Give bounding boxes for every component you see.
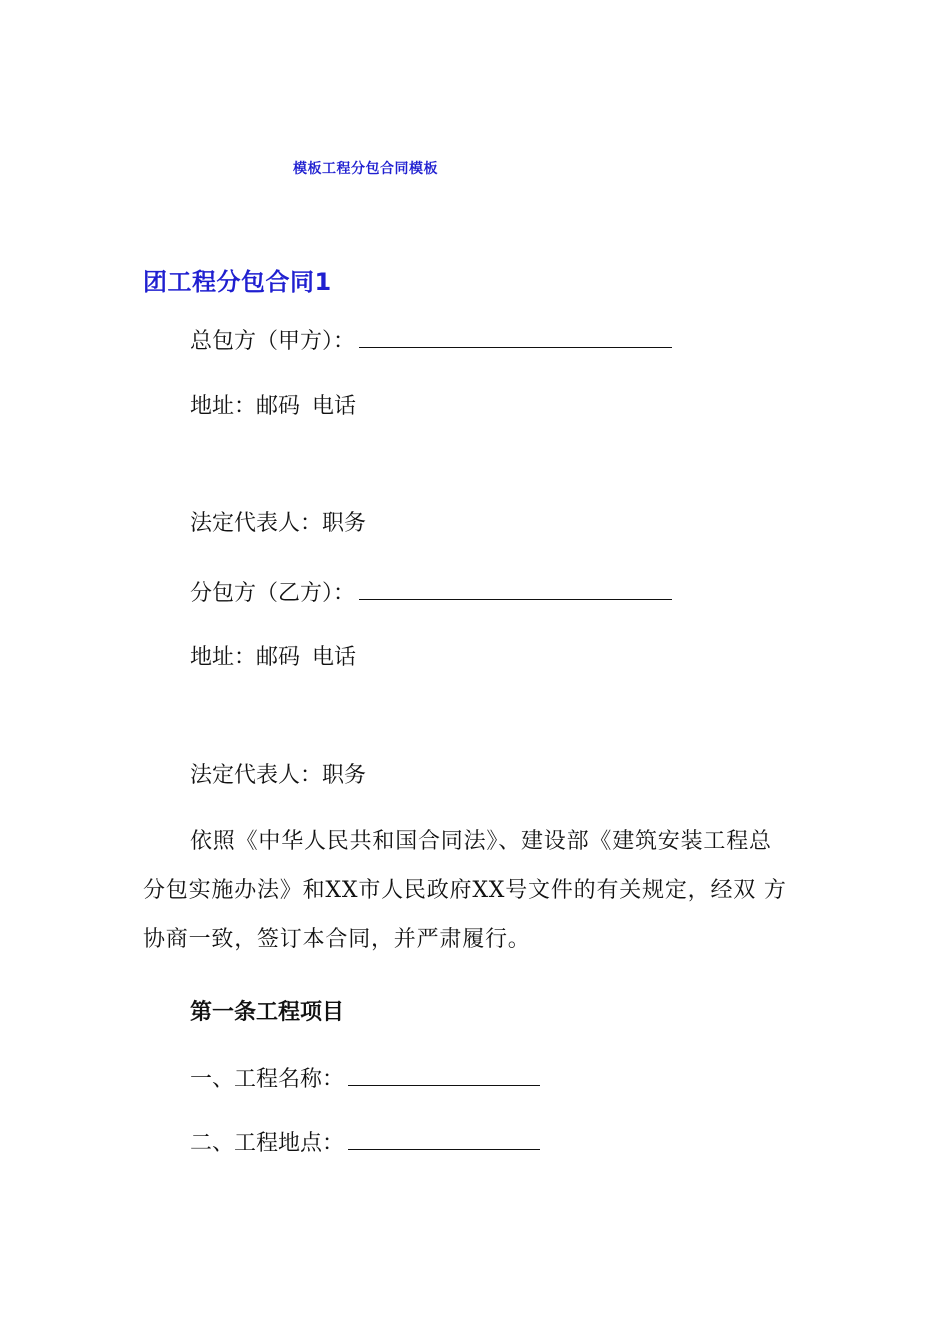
project-name-label: 一、工程名称： xyxy=(190,1067,345,1092)
party-a-rep-label: 法定代表人：职务 xyxy=(190,511,367,536)
party-b-phone-label: 电话 xyxy=(312,645,357,670)
header-title: 模板工程分包合同模板 xyxy=(293,161,438,177)
party-a-address-label: 地址：邮码 xyxy=(190,394,301,419)
party-b-rep-line xyxy=(190,761,366,791)
intro-paragraph xyxy=(143,817,823,964)
party-a-blank[interactable] xyxy=(359,325,672,348)
party-b-address-label: 地址：邮码 xyxy=(190,645,301,670)
party-a-phone-label: 电话 xyxy=(312,394,357,419)
intro-line-2: 分包实施办法》和XX市人民政府XX号文件的有关规定，经双 方 xyxy=(143,878,787,903)
party-b-line xyxy=(190,577,672,609)
project-location-blank[interactable] xyxy=(348,1127,540,1150)
project-location-line xyxy=(190,1127,540,1159)
party-a-label: 总包方（甲方）： xyxy=(190,329,356,354)
party-b-label: 分包方（乙方）： xyxy=(190,581,356,606)
party-a-address-line xyxy=(190,392,356,422)
document-title: 团工程分包合同1 xyxy=(143,268,332,296)
project-name-line xyxy=(190,1063,540,1095)
article-1-heading: 第一条工程项目 xyxy=(190,1000,345,1025)
project-location-label: 二、工程地点： xyxy=(190,1131,345,1156)
party-b-rep-label: 法定代表人：职务 xyxy=(190,763,367,788)
party-b-blank[interactable] xyxy=(359,577,672,600)
party-b-address-line xyxy=(190,643,356,673)
project-name-blank[interactable] xyxy=(348,1063,540,1086)
party-a-line xyxy=(190,325,672,357)
intro-line-1: 依照《中华人民共和国合同法》、建设部《建筑安装工程总 xyxy=(190,829,772,854)
intro-line-3: 协商一致，签订本合同，并严肃履行。 xyxy=(143,927,531,952)
party-a-rep-line xyxy=(190,509,366,539)
